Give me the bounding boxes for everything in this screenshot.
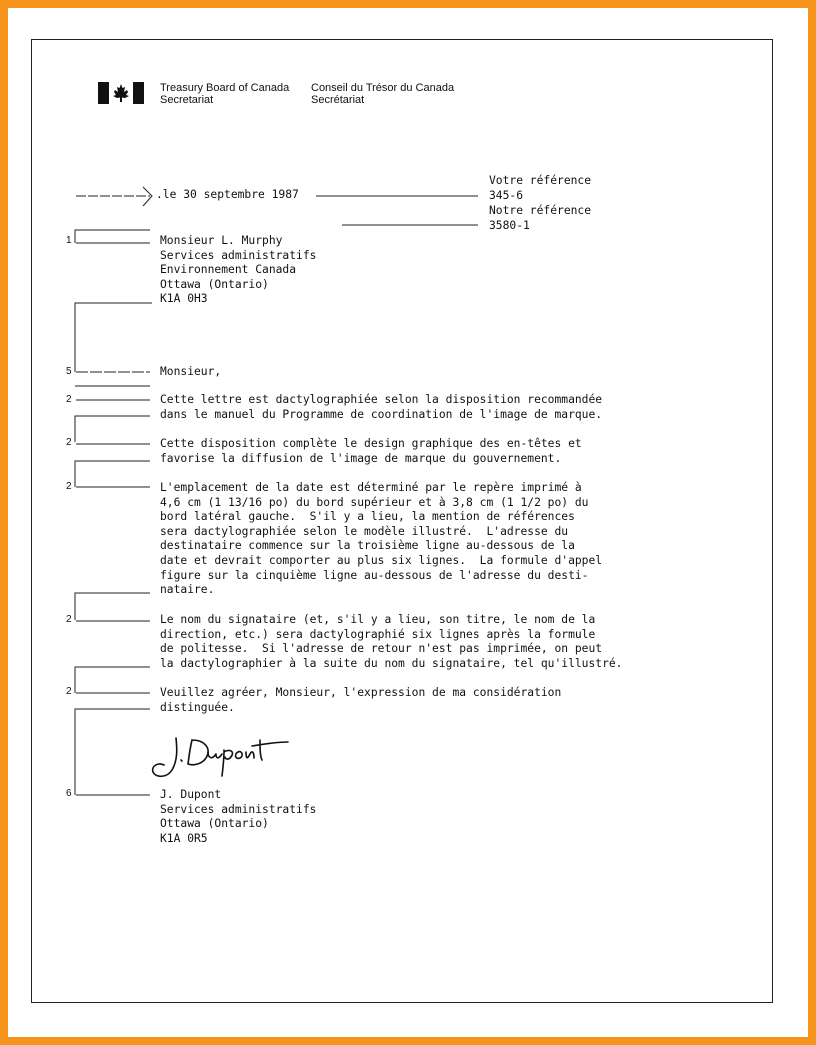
paragraph-line: bord latéral gauche. S'il y a lieu, la mention de références <box>160 510 575 524</box>
paragraph-2 <box>160 437 582 466</box>
sender-line: J. Dupont <box>160 788 222 801</box>
paragraph-line: Le nom du signataire (et, s'il y a lieu, son titre, le nom de la <box>160 613 596 626</box>
spacing-marker-salutation: 5 <box>66 366 72 377</box>
our-reference-label: Notre référence <box>489 204 592 217</box>
paragraph-line: la dactylographier à la suite du nom du signataire, tel qu'illustré. <box>160 656 623 670</box>
your-reference-value: 345-6 <box>489 189 524 202</box>
spacing-marker-paragraph-3: 2 <box>66 481 72 492</box>
paragraph-line: favorise la diffusion de l'image de marque du gouvernement. <box>160 451 562 465</box>
letter-date: .le 30 septembre 1987 <box>156 188 299 201</box>
recipient-line: K1A 0H3 <box>160 292 208 306</box>
spacing-marker-sender: 6 <box>66 788 72 799</box>
spacing-marker-paragraph-1: 2 <box>66 394 72 405</box>
paragraph-line: L'emplacement de la date est déterminé par le repère imprimé à <box>160 481 582 494</box>
paragraph-line: figure sur la cinquième ligne au-dessous de l'adresse du desti- <box>160 568 589 582</box>
paragraph-1 <box>160 393 602 422</box>
paragraph-line: dans le manuel du Programme de coordination de l'image de marque. <box>160 407 603 421</box>
paragraph-line: Cette lettre est dactylographiée selon la disposition recommandée <box>160 393 603 406</box>
closing-line: Veuillez agréer, Monsieur, l'expression de ma considération <box>160 686 562 699</box>
recipient-line: Environnement Canada <box>160 263 297 277</box>
sender-line: Services administratifs <box>160 802 317 816</box>
paragraph-line: 4,6 cm (1 13/16 po) du bord supérieur et à 3,8 cm (1 1/2 po) du <box>160 495 589 509</box>
closing-line: distinguée. <box>160 700 235 714</box>
paragraph-line: date et devrait comporter au plus six lignes. La formule d'appel <box>160 553 603 567</box>
our-reference-value: 3580-1 <box>489 219 530 232</box>
spacing-marker-paragraph-4: 2 <box>66 614 72 625</box>
department-french-line1: Conseil du Trésor du Canada <box>311 82 455 94</box>
recipient-line: Services administratifs <box>160 248 317 262</box>
recipient-line: Ottawa (Ontario) <box>160 277 269 291</box>
paragraph-4 <box>160 613 623 671</box>
spacing-marker-closing: 2 <box>66 686 72 697</box>
paragraph-line: sera dactylographiée selon le modèle illustré. L'adresse du <box>160 524 569 538</box>
recipient-address <box>160 234 316 307</box>
paragraph-3 <box>160 481 602 598</box>
sender-address <box>160 788 316 846</box>
paragraph-line: nataire. <box>160 583 215 597</box>
sender-line: Ottawa (Ontario) <box>160 817 269 831</box>
paragraph-line: destinataire commence sur la troisième ligne au-dessous de la <box>160 539 575 553</box>
handwritten-signature <box>148 732 293 782</box>
salutation: Monsieur, <box>160 365 222 378</box>
your-reference-label: Votre référence <box>489 174 592 187</box>
department-french-line2: Secrétariat <box>311 94 365 106</box>
sender-line: K1A 0R5 <box>160 831 208 845</box>
paragraph-line: direction, etc.) sera dactylographié six lignes après la formule <box>160 627 596 641</box>
spacing-marker-paragraph-2: 2 <box>66 437 72 448</box>
recipient-line: Monsieur L. Murphy <box>160 234 283 247</box>
department-english-line1: Treasury Board of Canada <box>160 82 290 94</box>
spacing-marker-recipient: 1 <box>66 235 72 246</box>
paragraph-line: Cette disposition complète le design graphique des en-têtes et <box>160 437 582 450</box>
paragraph-line: de politesse. Si l'adresse de retour n'est pas imprimée, on peut <box>160 642 603 656</box>
closing-formula <box>160 686 561 715</box>
department-english-line2: Secretariat <box>160 94 214 106</box>
